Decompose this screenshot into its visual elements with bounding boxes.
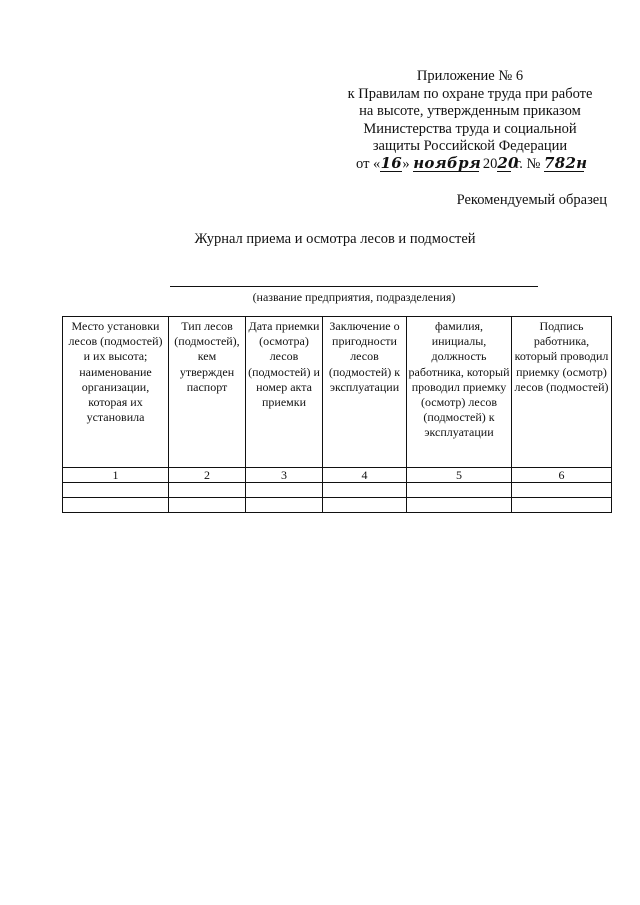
column-number: 3	[246, 468, 323, 483]
journal-table	[62, 316, 612, 513]
table-cell	[169, 483, 246, 498]
appendix-line: Министерства труда и социальной	[363, 120, 577, 137]
table-cell	[323, 498, 407, 513]
order-day: 16	[380, 153, 403, 172]
year-label: г. №	[514, 155, 541, 172]
table-cell	[246, 498, 323, 513]
table-cell	[512, 483, 612, 498]
order-month: ноября	[413, 153, 482, 172]
appendix-line: к Правилам по охране труда при работе	[347, 85, 593, 102]
table-row	[63, 483, 612, 498]
year-prefix: 20	[482, 155, 498, 172]
appendix-line: на высоте, утвержденным приказом	[359, 103, 581, 119]
table-cell	[512, 498, 612, 513]
table-cell	[63, 498, 169, 513]
appendix-line: Приложение № 6	[416, 68, 524, 84]
order-year-suffix: 20	[497, 153, 519, 172]
table-cell	[63, 483, 169, 498]
column-number: 4	[323, 468, 407, 483]
date-prefix: от «	[356, 155, 381, 172]
table-cell	[407, 498, 512, 513]
organization-caption: (название предприятия, подразделения)	[252, 290, 456, 304]
table-row	[63, 498, 612, 513]
table-cell	[323, 483, 407, 498]
header-cell-type: Тип лесов (подмостей), кем утвержден паспорт	[169, 317, 246, 468]
recommended-sample-label: Рекомендуемый образец	[456, 192, 607, 208]
header-cell-signature: Подпись работника, который проводил приемку (осмотр) лесов (подмостей)	[512, 317, 612, 468]
header-cell-inspector: фамилия, инициалы, должность работника, который проводил приемку (осмотр) лесов (подмостей) к эксплуатации	[407, 317, 512, 468]
order-date-line	[330, 153, 610, 174]
column-number: 2	[169, 468, 246, 483]
table-cell	[169, 498, 246, 513]
order-number: 782н	[543, 153, 588, 172]
header-cell-conclusion: Заключение о пригодности лесов (подмостей) к эксплуатации	[323, 317, 407, 468]
column-number-row	[63, 468, 612, 483]
appendix-header	[330, 68, 610, 173]
header-cell-location: Место установки лесов (подмостей) и их высота; наименование организации, которая их установила	[63, 317, 169, 468]
header-cell-date: Дата приемки (осмотра) лесов (подмостей) и номер акта приемки	[246, 317, 323, 468]
table-cell	[246, 483, 323, 498]
column-number: 1	[63, 468, 169, 483]
table-header-row	[63, 317, 612, 468]
table-cell	[407, 483, 512, 498]
column-number: 6	[512, 468, 612, 483]
organization-name-line	[170, 286, 538, 287]
appendix-line: защиты Российской Федерации	[372, 138, 568, 154]
column-number: 5	[407, 468, 512, 483]
page-title: Журнал приема и осмотра лесов и подмостей	[194, 231, 476, 247]
day-close: »	[402, 155, 410, 172]
